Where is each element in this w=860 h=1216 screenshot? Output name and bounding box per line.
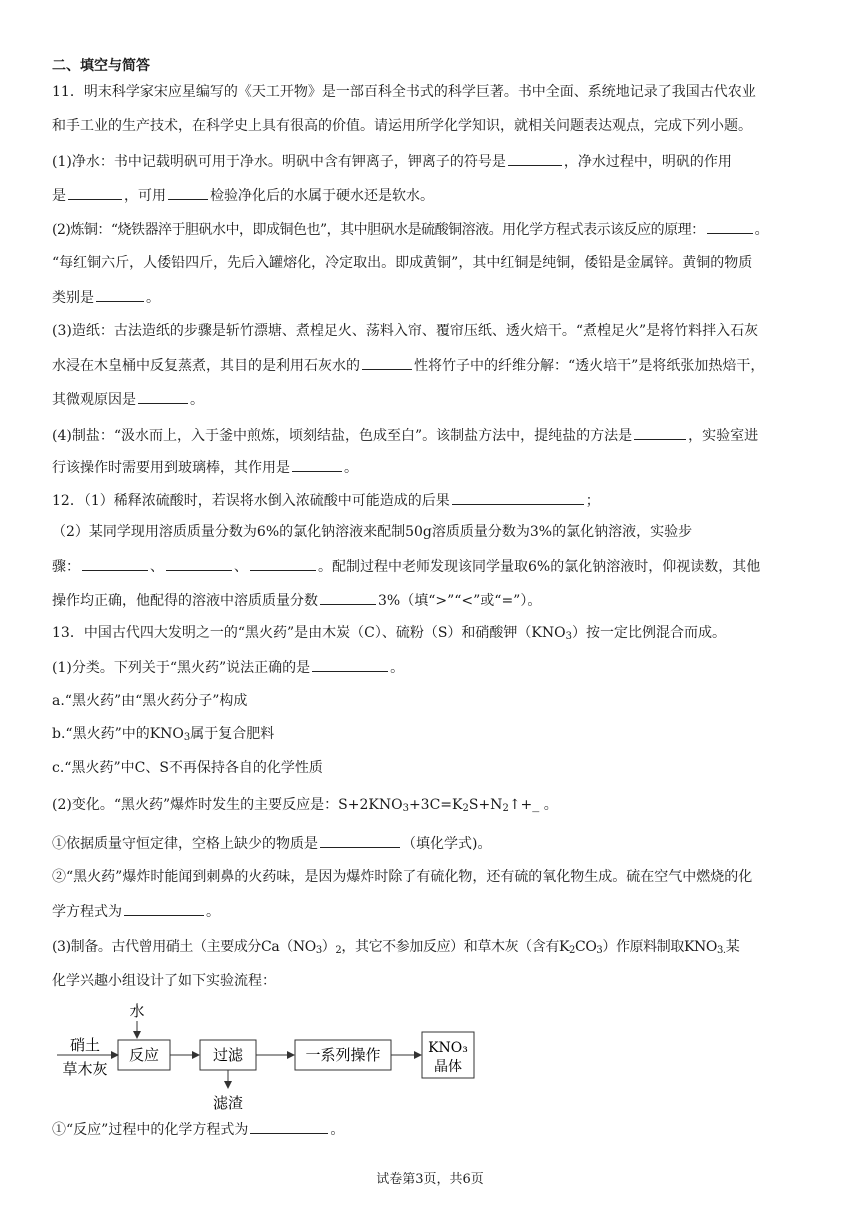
text: ） (321, 939, 336, 955)
answer-blank[interactable] (68, 185, 122, 200)
subscript: 3. (716, 945, 726, 956)
text: ，实验室进 (688, 428, 759, 444)
page-footer: 试卷第3页，共6页 (376, 1172, 484, 1187)
text: 骤： (52, 559, 80, 575)
q11-part1-line-2 (52, 185, 842, 206)
q13-option-b (52, 724, 842, 744)
text: (2)炼铜：“烧铁器淬于胆矾水中，即成铜色也”，其中胆矾水是硫酸铜溶液。用化学方程式表示该反应的原理： (52, 222, 705, 238)
q11-intro-line-2: 和手工业的生产技术，在科学史上具有很高的价值。请运用所学化学知识，就相关问题表达观点，完成下列小题。 (52, 118, 752, 134)
text: ①“反应”过程中的化学方程式为 (52, 1122, 249, 1138)
text: ，净水过程中，明矾的作用 (563, 154, 732, 170)
text: 、 (234, 559, 248, 575)
text: (3)制备。古代曾用硝土（主要成分Ca（NO (52, 939, 316, 955)
q11-part2-line-2: “每红铜六斤，人倭铅四斤，先后入罐熔化，冷定取出。即成黄铜”，其中红铜是纯铜，倭铅是金属锌。黄铜的物质 (52, 255, 753, 271)
q12-part1 (52, 490, 842, 511)
water-label: 水 (129, 1002, 145, 1020)
input-plant-ash: 草木灰 (62, 1060, 108, 1078)
text: 检验净化后的水属于硬水还是软水。 (210, 188, 434, 204)
q11-intro-line-1: 11．明末科学家宋应星编写的《天工开物》是一部百科全书式的科学巨著。书中全面、系统地记录了我国古代农业 (52, 84, 756, 100)
process-flow-diagram (55, 1002, 495, 1117)
subscript: 3 (315, 945, 322, 956)
text: （填化学式)。 (402, 836, 492, 852)
text: 类别是 (52, 290, 94, 306)
answer-blank[interactable] (138, 389, 188, 404)
text: 。 (146, 290, 160, 306)
subscript: 3 (565, 631, 572, 642)
text: +3C=K (408, 797, 463, 813)
text: 学方程式为 (52, 904, 122, 920)
text: ①依据质量守恒定律，空格上缺少的物质是 (52, 836, 318, 852)
answer-blank[interactable] (634, 425, 686, 440)
text: 是 (52, 188, 66, 204)
operations-label: 一系列操作 (305, 1046, 381, 1064)
text: 13．中国古代四大发明之一的“黑火药”是由木炭（C）、硫粉（S）和硝酸钾（KNO (52, 625, 566, 641)
text: 其微观原因是 (52, 392, 136, 408)
text: 、 (150, 559, 164, 575)
answer-blank[interactable] (96, 287, 144, 302)
text: ，其它不参加反应）和草木灰（含有K (341, 939, 570, 955)
answer-blank[interactable] (362, 355, 412, 370)
q11-part3-line-1: (3)造纸：古法造纸的步骤是斩竹漂塘、煮楻足火、荡料入帘、覆帘压纸、透火焙干。“煮楻足火”是将竹料拌入石灰 (52, 323, 759, 339)
answer-blank[interactable] (250, 1119, 328, 1134)
q11-part4-line-1 (52, 425, 842, 446)
text: 属于复合肥料 (190, 726, 275, 742)
input-saltpeter-soil: 硝土 (69, 1036, 101, 1054)
subscript: 2 (569, 945, 576, 956)
text: 操作均正确，他配得的溶液中溶质质量分数 (52, 593, 318, 609)
answer-blank[interactable] (320, 590, 376, 605)
text: ↑+_ 。 (508, 797, 558, 813)
q11-part2-line-3 (52, 287, 842, 308)
answer-blank[interactable] (82, 556, 148, 571)
text: 水浸在木皇桶中反复蒸煮，其目的是利用石灰水的 (52, 358, 360, 374)
q13-sub2-line-2 (52, 901, 842, 922)
q13-option-c: c.“黑火药”中C、S不再保持各自的化学性质 (52, 760, 323, 776)
text: 3%（填“>”“<”或“=”）。 (378, 593, 542, 609)
answer-blank[interactable] (508, 151, 562, 166)
text: ，可用 (124, 188, 166, 204)
filter-label: 过滤 (212, 1046, 244, 1064)
text: 12．（1）稀释浓硫酸时，若误将水倒入浓硫酸中可能造成的后果 (52, 493, 450, 509)
q13-intro (52, 623, 842, 643)
subscript: 2 (462, 803, 469, 814)
product-formula: KNO₃ (428, 1040, 468, 1056)
q13-sub3 (52, 1119, 842, 1140)
subscript: 2 (335, 945, 342, 956)
q13-part3-line-2: 化学兴趣小组设计了如下实验流程： (52, 973, 276, 989)
q11-part4-line-2 (52, 457, 842, 478)
answer-blank[interactable] (166, 556, 232, 571)
text: 性将竹子中的纤维分解：“透火培干”是将纸张加热焙干， (414, 358, 765, 374)
text: 。 (754, 222, 769, 238)
subscript: 3 (183, 732, 191, 743)
text: (1)分类。下列关于“黑火药”说法正确的是 (52, 660, 311, 676)
q13-part2-equation (52, 795, 842, 815)
answer-blank[interactable] (320, 833, 400, 848)
text: 。 (206, 904, 220, 920)
q12-part2-line-2 (52, 556, 842, 577)
answer-blank[interactable] (707, 219, 753, 234)
q12-part2-line-1: （2）某同学现用溶质质量分数为6%的氯化钠溶液来配制50g溶质质量分数为3%的氯化钠溶液，实验步 (52, 524, 693, 540)
answer-blank[interactable] (250, 556, 316, 571)
section-title: 二、填空与简答 (52, 58, 150, 74)
subscript: 3 (402, 803, 409, 814)
text: b.“黑火药”中的KNO (52, 726, 184, 742)
text: (1)净水：书中记载明矾可用于净水。明矾中含有钾离子，钾离子的符号是 (52, 154, 506, 170)
text: ）按一定比例混合而成。 (572, 625, 726, 641)
q11-part1-line-1 (52, 151, 842, 172)
text: ）作原料制取KNO (602, 939, 717, 955)
text: ； (585, 493, 600, 509)
text: 某 (725, 939, 740, 955)
q11-part2-line-1 (52, 219, 842, 240)
product-crystal-label: 晶体 (434, 1059, 462, 1075)
q13-part1 (52, 657, 842, 678)
text: (4)制盐：“汲水而上，入于釜中煎炼，顷刻结盐，色成至白”。该制盐方法中，提纯盐的方法是 (52, 428, 633, 444)
q13-sub2-line-1: ②“黑火药”爆炸时能闻到刺鼻的火药味，是因为爆炸时除了有硫化物，还有硫的氧化物生成。硫在空气中燃烧的化 (52, 869, 753, 885)
q13-option-a: a.“黑火药”由“黑火药分子”构成 (52, 693, 248, 709)
q12-part2-line-3 (52, 590, 842, 611)
text: 行该操作时需要用到玻璃棒，其作用是 (52, 460, 290, 476)
subscript: 3 (596, 945, 603, 956)
q13-sub1 (52, 833, 842, 854)
answer-blank[interactable] (292, 457, 342, 472)
q11-part3-line-3 (52, 389, 842, 410)
answer-blank[interactable] (452, 490, 584, 505)
text: 。 (390, 660, 405, 676)
text: (2)变化。“黑火药”爆炸时发生的主要反应是：S+2KNO (52, 797, 403, 813)
subscript: 2 (502, 803, 509, 814)
residue-label: 滤渣 (212, 1094, 244, 1112)
answer-blank[interactable] (168, 185, 208, 200)
reaction-label: 反应 (128, 1046, 160, 1064)
text: S+N (468, 797, 503, 813)
q13-part3-line-1 (52, 937, 842, 957)
text: 。 (190, 392, 204, 408)
text: 。 (330, 1122, 345, 1138)
text: 。 (344, 460, 358, 476)
text: 。配制过程中老师发现该同学量取6%的氯化钠溶液时，仰视读数，其他 (318, 559, 761, 575)
answer-blank[interactable] (312, 657, 388, 672)
text: CO (575, 939, 597, 955)
q11-part3-line-2 (52, 355, 842, 376)
answer-blank[interactable] (124, 901, 204, 916)
